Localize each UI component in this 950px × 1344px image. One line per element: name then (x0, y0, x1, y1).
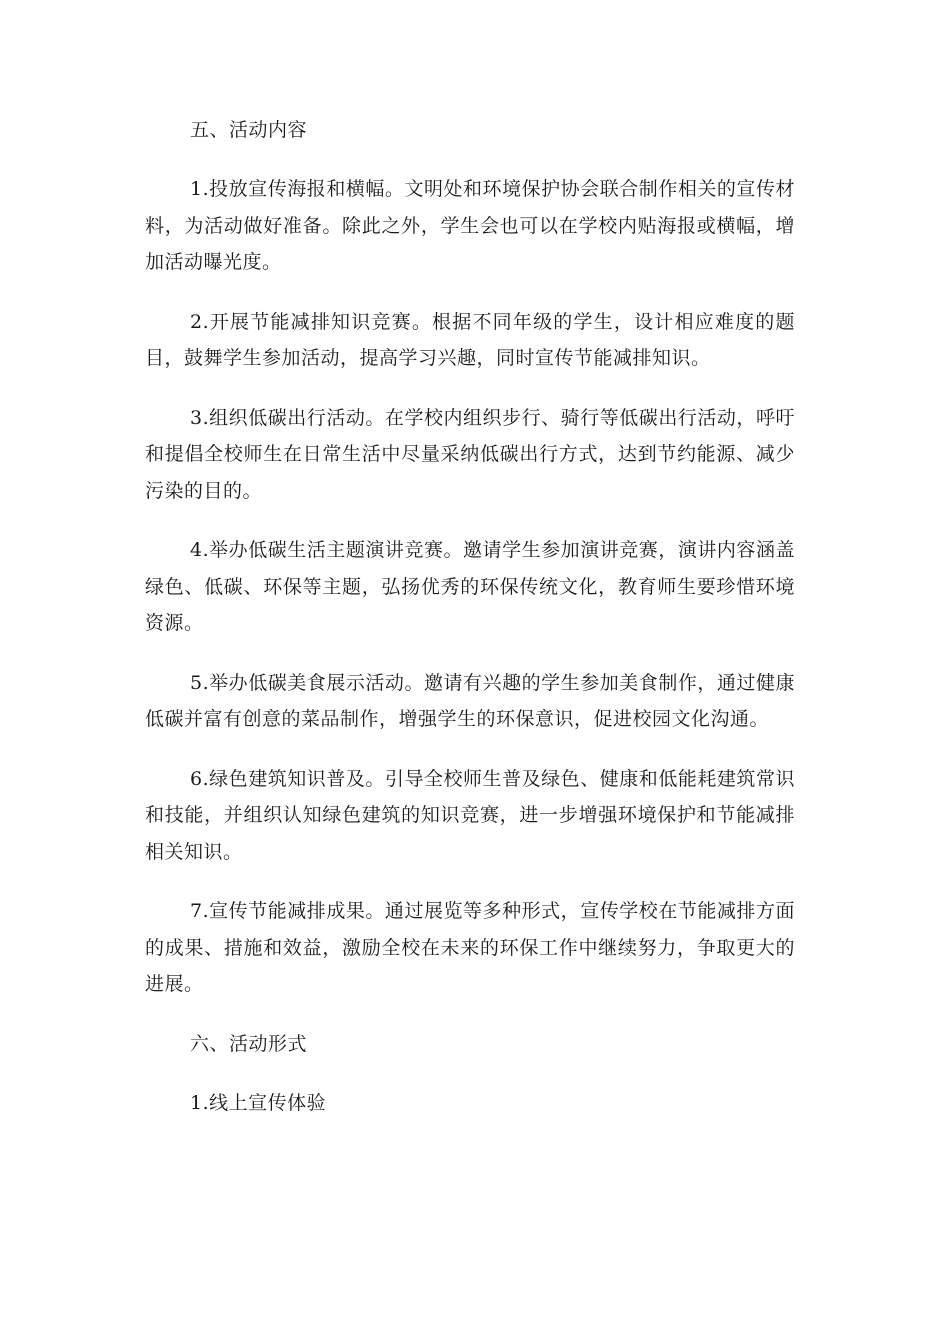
paragraph-item-4: 4.举办低碳生活主题演讲竞赛。邀请学生参加演讲竞赛，演讲内容涵盖绿色、低碳、环保等主题，弘扬优秀的环保传统文化，教育师生要珍惜环境资源。 (145, 539, 795, 634)
paragraph-form-item-1: 1.线上宣传体验 (190, 1091, 327, 1114)
paragraph-item-7: 7.宣传节能减排成果。通过展览等多种形式，宣传学校在节能减排方面的成果、措施和效益，激励全校在未来的环保工作中继续努力，争取更大的进展。 (145, 900, 795, 995)
paragraph-item-2: 2.开展节能减排知识竞赛。根据不同年级的学生，设计相应难度的题目，鼓舞学生参加活动，提高学习兴趣，同时宣传节能减排知识。 (145, 310, 795, 369)
paragraph-item-1: 1.投放宣传海报和横幅。文明处和环境保护协会联合制作相关的宣传材料，为活动做好准备。除此之外，学生会也可以在学校内贴海报或横幅，增加活动曝光度。 (145, 178, 795, 273)
paragraph-item-3: 3.组织低碳出行活动。在学校内组织步行、骑行等低碳出行活动，呼吁和提倡全校师生在日常生活中尽量采纳低碳出行方式，达到节约能源、减少污染的目的。 (145, 406, 795, 502)
document-body (145, 112, 795, 1121)
section-heading-activity-form: 六、活动形式 (190, 1032, 308, 1055)
paragraph-item-5: 5.举办低碳美食展示活动。邀请有兴趣的学生参加美食制作，通过健康低碳并富有创意的菜品制作，增强学生的环保意识，促进校园文化沟通。 (145, 671, 795, 730)
paragraph-item-6: 6.绿色建筑知识普及。引导全校师生普及绿色、健康和低能耗建筑常识和技能，并组织认知绿色建筑的知识竞赛，进一步增强环境保护和节能减排相关知识。 (145, 767, 795, 863)
section-heading-activity-content: 五、活动内容 (190, 119, 308, 141)
